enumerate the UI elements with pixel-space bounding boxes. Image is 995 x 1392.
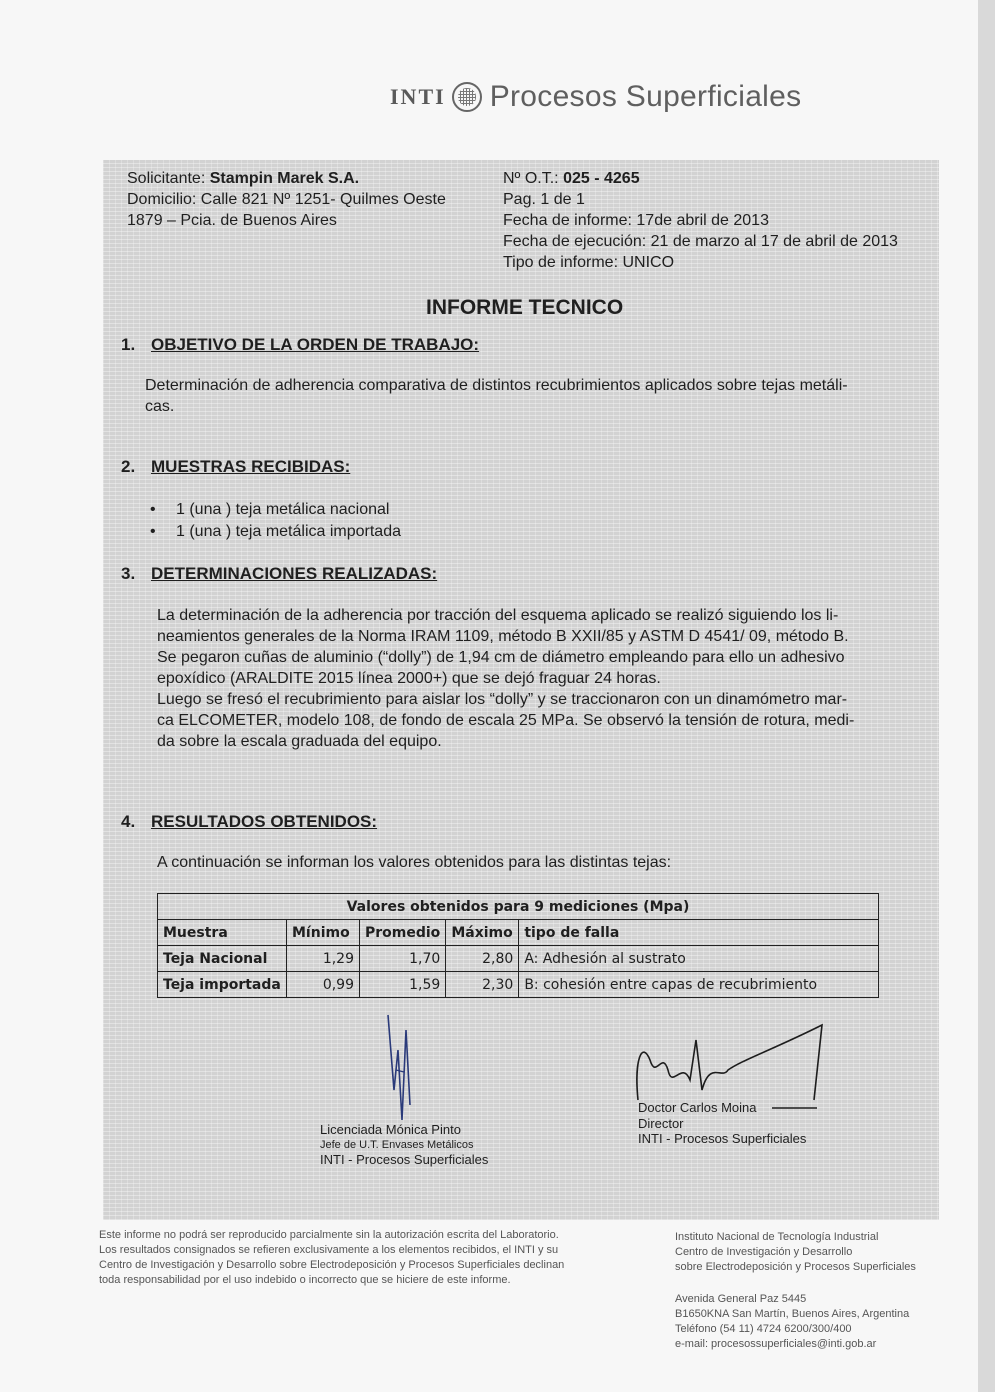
- domicilio: [127, 189, 446, 210]
- institution-line: Centro de Investigación y Desarrollo: [675, 1246, 853, 1258]
- table-caption: Valores obtenidos para 9 mediciones (Mpa): [158, 894, 879, 920]
- table-cell: B: cohesión entre capas de recubrimiento: [519, 972, 879, 998]
- table-cell: Teja Nacional: [158, 946, 287, 972]
- section-1-heading: [121, 334, 479, 355]
- signer-left-org: INTI - Procesos Superficiales: [320, 1152, 489, 1167]
- bullet-icon: •: [150, 523, 156, 540]
- domicilio-label: Domicilio:: [127, 191, 197, 208]
- address-line: e-mail: procesossuperficiales@inti.gob.ar: [675, 1338, 877, 1350]
- department-name: Procesos Superficiales: [489, 80, 802, 113]
- section-4-title: RESULTADOS OBTENIDOS:: [151, 812, 378, 831]
- city-line: 1879 – Pcia. de Buenos Aires: [127, 212, 337, 229]
- address-line: Teléfono (54 11) 4724 6200/300/400: [675, 1323, 852, 1335]
- table-cell: 1,59: [360, 972, 446, 998]
- ot-value: 025 - 4265: [563, 170, 640, 187]
- table-cell: 1,70: [360, 946, 446, 972]
- fecha-informe: [503, 210, 769, 231]
- solicitante-value: Stampin Marek S.A.: [209, 170, 360, 187]
- signer-left-role: Jefe de U.T. Envases Metálicos: [320, 1139, 474, 1151]
- list-item: [150, 521, 401, 543]
- section-4-intro: A continuación se informan los valores obtenidos para las distintas tejas:: [157, 854, 672, 871]
- bullet-icon: •: [150, 501, 156, 518]
- report-title: INFORME TECNICO: [426, 296, 624, 319]
- letterhead: [390, 72, 801, 122]
- address-line: Avenida General Paz 5445: [675, 1293, 807, 1305]
- column-header: Muestra: [158, 920, 287, 946]
- footer-address: [675, 1292, 909, 1352]
- section-3-line-6: ca ELCOMETER, modelo 108, de fondo de escala 25 MPa. Se observó la tensión de rotura, medi-: [157, 712, 855, 729]
- table-cell: 1,29: [287, 946, 360, 972]
- section-1-line-2: cas.: [145, 398, 175, 415]
- table-row: [158, 946, 879, 972]
- table-cell: 2,80: [446, 946, 519, 972]
- section-1-title: OBJETIVO DE LA ORDEN DE TRABAJO:: [151, 335, 480, 354]
- section-3-line-2: neamientos generales de la Norma IRAM 1109, método B XXII/85 y ASTM D 4541/ 09, método B.: [157, 628, 849, 645]
- section-2-number: 2.: [121, 457, 136, 476]
- table-header-row: [158, 920, 879, 946]
- sample-2: 1 (una ) teja metálica importada: [176, 523, 401, 540]
- table-cell: 0,99: [287, 972, 360, 998]
- section-3-line-7: da sobre la escala graduada del equipo.: [157, 733, 442, 750]
- disclaimer-line: toda responsabilidad por el uso indebido o incorrecto que se hiciere de este informe.: [99, 1274, 511, 1286]
- domicilio-value: Calle 821 Nº 1251- Quilmes Oeste: [200, 191, 446, 208]
- column-header: tipo de falla: [519, 920, 879, 946]
- section-1-line-1: Determinación de adherencia comparativa de distintos recubrimientos aplicados sobre tejas metáli-: [145, 377, 848, 394]
- section-3-line-4: epoxídico (ARALDITE 2015 línea 2000+) que se dejó fraguar 24 horas.: [157, 670, 661, 687]
- fecha-informe-value: 17de abril de 2013: [636, 212, 769, 229]
- column-header: Promedio: [360, 920, 446, 946]
- table-caption-row: [158, 894, 879, 920]
- disclaimer-line: Este informe no podrá ser reproducido parcialmente sin la autorización escrita del Laboratorio.: [99, 1229, 559, 1241]
- solicitante-label: Solicitante:: [127, 170, 206, 187]
- section-2-title: MUESTRAS RECIBIDAS:: [151, 457, 351, 476]
- org-name: INTI: [390, 84, 446, 109]
- signer-right-org: INTI - Procesos Superficiales: [638, 1131, 807, 1146]
- footer-disclaimer: [99, 1228, 564, 1288]
- table-row: [158, 972, 879, 998]
- disclaimer-line: Los resultados consignados se refieren exclusivamente a los elementos recibidos, el INTI y su: [99, 1244, 559, 1256]
- ot-label: Nº O.T.:: [503, 170, 559, 187]
- column-header: Mínimo: [287, 920, 360, 946]
- fecha-ejecucion: Fecha de ejecución: 21 de marzo al 17 de abril de 2013: [503, 233, 898, 250]
- sample-1: 1 (una ) teja metálica nacional: [176, 501, 390, 518]
- handwritten-signature-left: [380, 1010, 420, 1130]
- section-3-heading: [121, 563, 437, 584]
- institution-line: Instituto Nacional de Tecnología Industrial: [675, 1231, 879, 1243]
- table-cell: A: Adhesión al sustrato: [519, 946, 879, 972]
- results-table: [157, 893, 879, 998]
- section-1-number: 1.: [121, 335, 136, 354]
- section-4-number: 4.: [121, 812, 136, 831]
- ot-number: [503, 168, 640, 189]
- address-line: B1650KNA San Martín, Buenos Aires, Argentina: [675, 1308, 910, 1320]
- section-3-number: 3.: [121, 564, 136, 583]
- fecha-informe-label: Fecha de informe:: [503, 212, 632, 229]
- page-number: Pag. 1 de 1: [503, 191, 585, 208]
- solicitante: [127, 168, 359, 189]
- section-2-heading: [121, 456, 350, 477]
- section-3-line-1: La determinación de la adherencia por tracción del esquema aplicado se realizó siguiendo los li-: [157, 607, 839, 624]
- list-item: [150, 499, 389, 521]
- section-3-line-3: Se pegaron cuñas de aluminio (“dolly”) de 1,94 cm de diámetro empleando para ello un adhesivo: [157, 649, 845, 666]
- disclaimer-line: Centro de Investigación y Desarrollo sobre Electrodeposición y Procesos Superficiales declinan: [99, 1259, 565, 1271]
- institution-line: sobre Electrodeposición y Procesos Superficiales: [675, 1261, 916, 1273]
- footer-institution: [675, 1230, 916, 1275]
- page-edge: [978, 0, 995, 1392]
- column-header: Máximo: [446, 920, 519, 946]
- table-cell: 2,30: [446, 972, 519, 998]
- table-cell: Teja importada: [158, 972, 287, 998]
- tipo-informe: Tipo de informe: UNICO: [503, 254, 675, 271]
- signer-right-name: Doctor Carlos Moina: [638, 1100, 757, 1115]
- inti-globe-logo-icon: [452, 82, 482, 112]
- signer-right-role: Director: [638, 1116, 684, 1131]
- section-3-title: DETERMINACIONES REALIZADAS:: [151, 564, 438, 583]
- section-3-line-5: Luego se fresó el recubrimiento para aislar los “dolly” y se traccionaron con un dinamómetro mar-: [157, 691, 848, 708]
- signer-left-name: Licenciada Mónica Pinto: [320, 1122, 461, 1137]
- section-4-heading: [121, 811, 377, 832]
